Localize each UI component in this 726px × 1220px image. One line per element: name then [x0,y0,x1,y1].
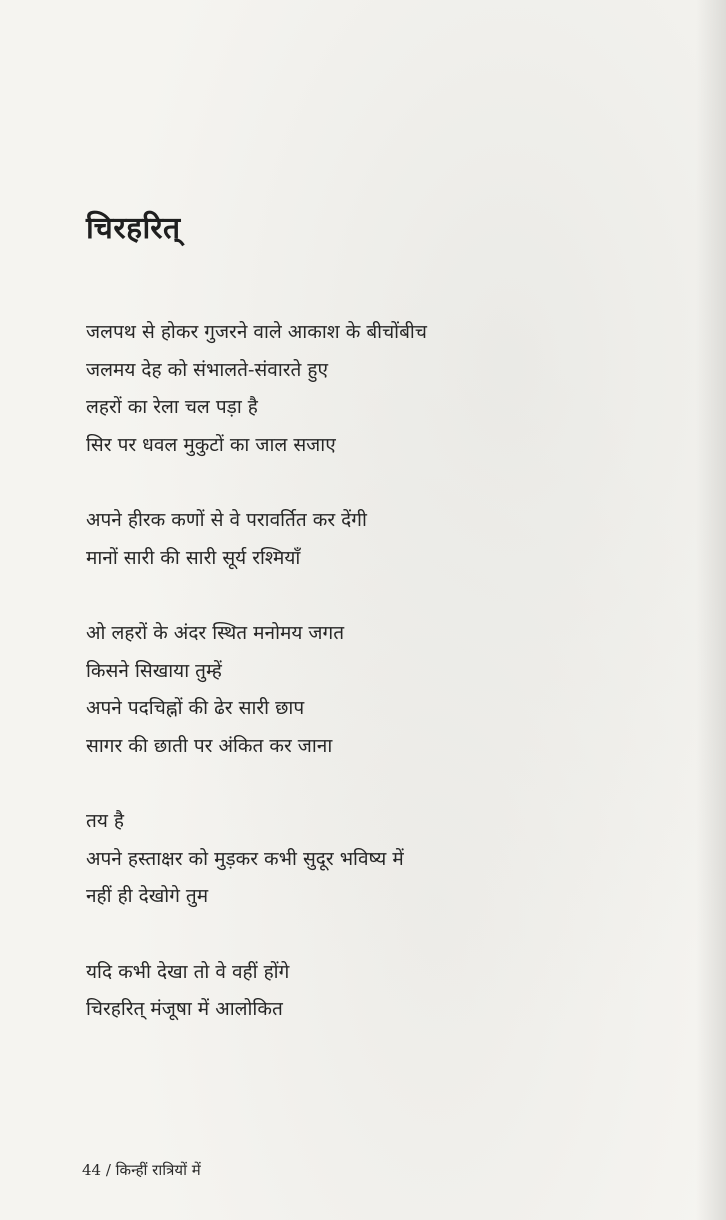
poem-line: तय है [86,810,124,832]
poem-line: नहीं ही देखोगे तुम [86,885,209,907]
poem-line: अपने पदचिह्नों की ढेर सारी छाप [86,697,305,719]
poem-line: मानों सारी की सारी सूर्य रश्मियाँ [86,546,301,569]
poem-line: सागर की छाती पर अंकित कर जाना [86,734,333,757]
page-edge-shadow [696,0,726,1220]
stanza-1 [86,314,646,464]
stanza-3 [86,615,646,765]
poem-line: जलमय देह को संभालते-संवारते हुए [86,358,328,381]
stanza-5 [86,954,646,1029]
poem-line: लहरों का रेला चल पड़ा है [86,396,258,418]
poem-line: चिरहरित् मंजूषा में आलोकित [86,998,283,1020]
poem-line: अपने हस्ताक्षर को मुड़कर कभी सुदूर भविष्य में [86,847,404,870]
poem-line: जलपथ से होकर गुजरने वाले आकाश के बीचोंबीच [86,321,427,343]
page-footer: 44 / किन्हीं रात्रियों में [82,1161,201,1179]
stanza-2 [86,502,646,577]
poem-line: यदि कभी देखा तो वे वहीं होंगे [86,960,290,983]
poem-body [86,314,646,1067]
poem-title: चिरहरित् [86,211,181,246]
stanza-4 [86,803,646,916]
poem-line: सिर पर धवल मुकुटों का जाल सजाए [86,433,336,456]
poem-line: किसने सिखाया तुम्हें [86,659,222,682]
poem-line: अपने हीरक कणों से वे परावर्तित कर देंगी [86,509,367,531]
poem-line: ओ लहरों के अंदर स्थित मनोमय जगत [86,622,345,644]
